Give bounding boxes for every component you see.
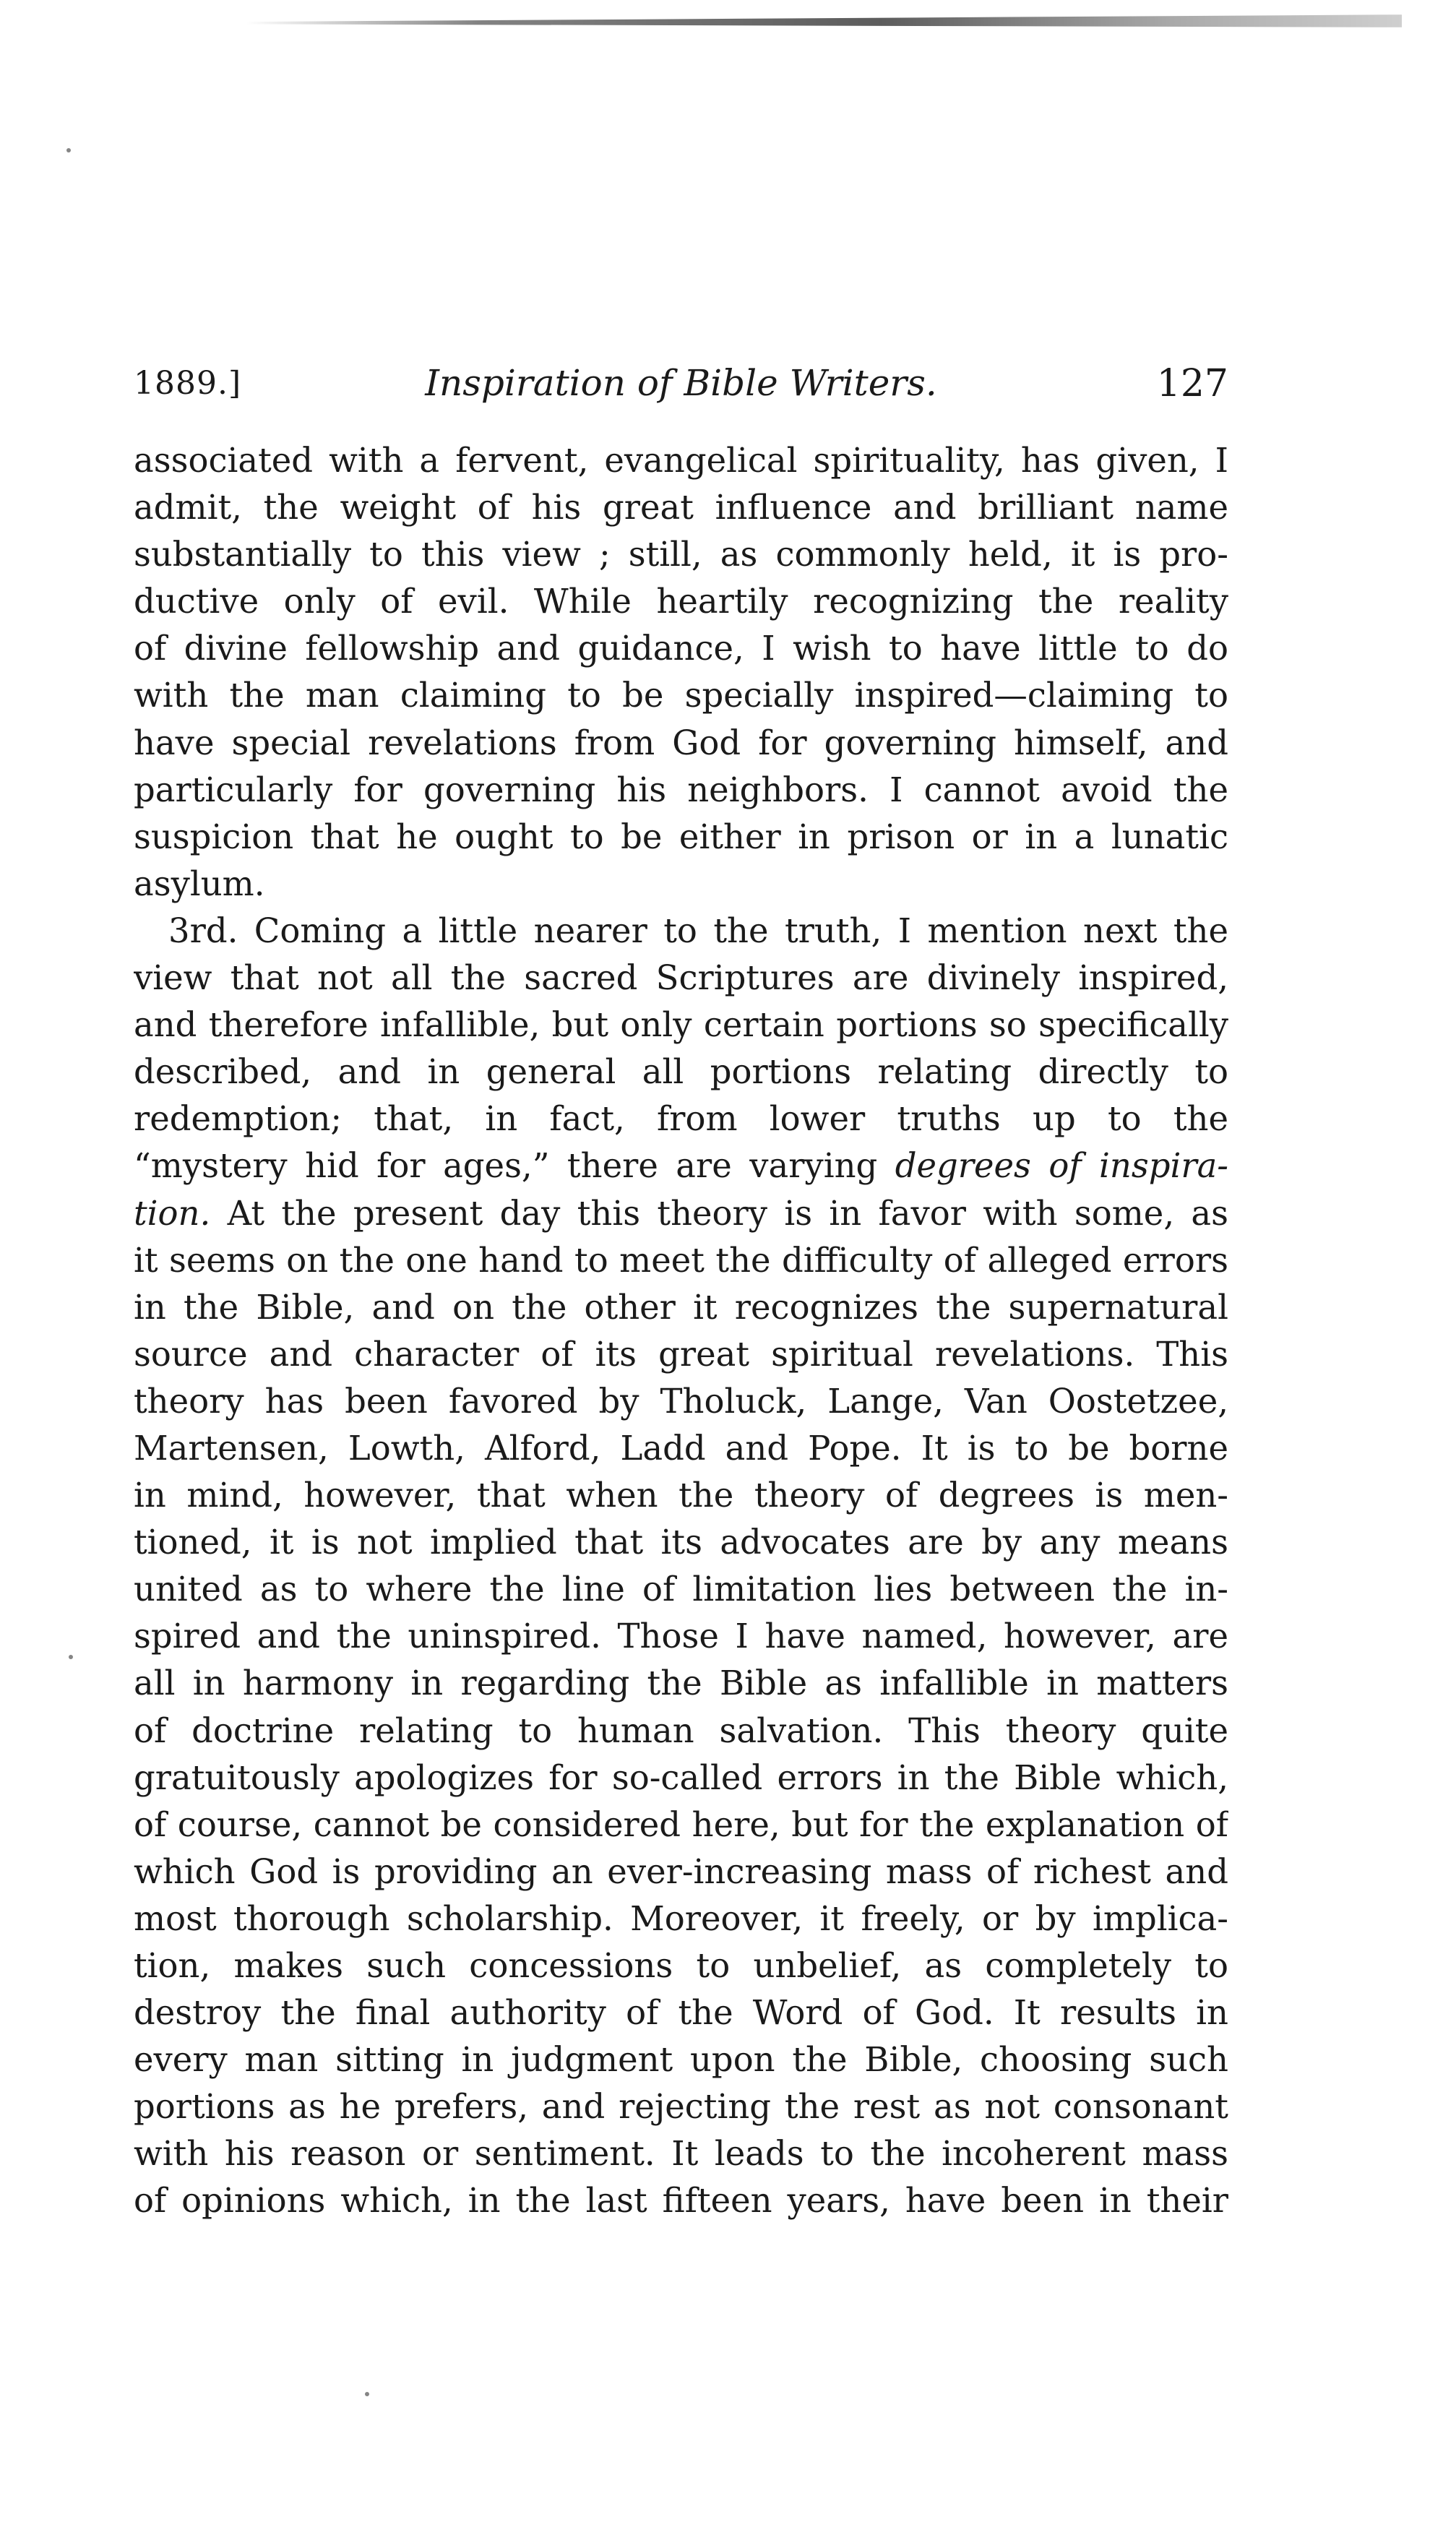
text-line: have special revelations from God for governing himself, and — [134, 723, 1228, 762]
text-line: particularly for governing his neighbors. I cannot avoid the — [134, 770, 1228, 809]
text-line: admit, the weight of his great influence and brilliant name — [134, 488, 1228, 528]
italic-phrase: tion. — [134, 1193, 211, 1233]
text-line: of opinions which, in the last fifteen years, have been in their — [134, 2181, 1228, 2221]
page-number: 127 — [1156, 362, 1228, 405]
text-run: At the present day this theory is in favor with some, as — [210, 1193, 1228, 1233]
text-line: suspicion that he ought to be either in prison or in a lunatic — [134, 817, 1228, 856]
top-scan-edge-rule — [246, 13, 1402, 29]
text-line: in the Bible, and on the other it recognizes the supernatural — [134, 1287, 1228, 1327]
text-line: most thorough scholarship. Moreover, it freely, or by implica- — [134, 1898, 1228, 1938]
text-line: destroy the final authority of the Word of God. It results in — [134, 1993, 1228, 2033]
text-line: united as to where the line of limitation lies between the in- — [134, 1570, 1228, 1609]
running-header — [134, 362, 1228, 416]
text-line: substantially to this view ; still, as commonly held, it is pro- — [134, 535, 1228, 574]
text-line: theory has been favored by Tholuck, Lange, Van Oostetzee, — [134, 1381, 1228, 1421]
text-line: source and character of its great spiritual revelations. This — [134, 1334, 1228, 1374]
text-line: gratuitously apologizes for so-called errors in the Bible which, — [134, 1757, 1228, 1797]
text-line: redemption; that, in fact, from lower truths up to the — [134, 1099, 1228, 1139]
text-line: which God is providing an ever-increasing mass of richest and — [134, 1851, 1228, 1891]
scan-speck — [69, 1655, 73, 1659]
text-line: and therefore infallible, but only certain portions so specifically — [134, 1005, 1228, 1045]
text-line: asylum. — [134, 864, 265, 903]
scan-speck — [365, 2392, 369, 2396]
text-line — [134, 1190, 1228, 1237]
paragraph-2 — [134, 908, 1228, 2225]
text-line: ductive only of evil. While heartily recognizing the reality — [134, 582, 1228, 621]
text-line: spired and the uninspired. Those I have named, however, are — [134, 1617, 1228, 1656]
text-line: Martensen, Lowth, Alford, Ladd and Pope. It is to be borne — [134, 1428, 1228, 1468]
text-line: of divine fellowship and guidance, I wish to have little to do — [134, 629, 1228, 668]
text-line: portions as he prefers, and rejecting the rest as not consonant — [134, 2087, 1228, 2127]
paragraph-1 — [134, 437, 1228, 908]
text-line: described, and in general all portions relating directly to — [134, 1052, 1228, 1092]
text-line: of course, cannot be considered here, but for the explanation of — [134, 1804, 1228, 1844]
text-line: tion, makes such concessions to unbelief, as completely to — [134, 1946, 1228, 1985]
text-line: with the man claiming to be specially inspired—claiming to — [134, 676, 1228, 715]
body-text — [134, 437, 1228, 2225]
text-line: with his reason or sentiment. It leads to the incoherent mass — [134, 2134, 1228, 2174]
header-title: Inspiration of Bible Writers. — [425, 362, 937, 404]
header-year: 1889.] — [134, 365, 242, 402]
text-run: “mystery hid for ages,” there are varying — [134, 1146, 895, 1186]
text-line: all in harmony in regarding the Bible as infallible in matters — [134, 1664, 1228, 1703]
text-line — [134, 1142, 1228, 1189]
italic-phrase: degrees of inspira- — [895, 1146, 1228, 1186]
text-line: associated with a fervent, evangelical spirituality, has given, I — [134, 441, 1228, 480]
text-line: in mind, however, that when the theory of degrees is men- — [134, 1476, 1228, 1515]
text-line: tioned, it is not implied that its advocates are by any means — [134, 1523, 1228, 1562]
text-line: it seems on the one hand to meet the difficulty of alleged errors — [134, 1240, 1228, 1280]
text-line: view that not all the sacred Scriptures are divinely inspired, — [134, 958, 1228, 998]
text-line: of doctrine relating to human salvation. This theory quite — [134, 1710, 1228, 1750]
text-line: 3rd. Coming a little nearer to the truth, I mention next the — [168, 911, 1228, 950]
text-line: every man sitting in judgment upon the Bible, choosing such — [134, 2040, 1228, 2080]
scan-speck — [66, 148, 71, 152]
